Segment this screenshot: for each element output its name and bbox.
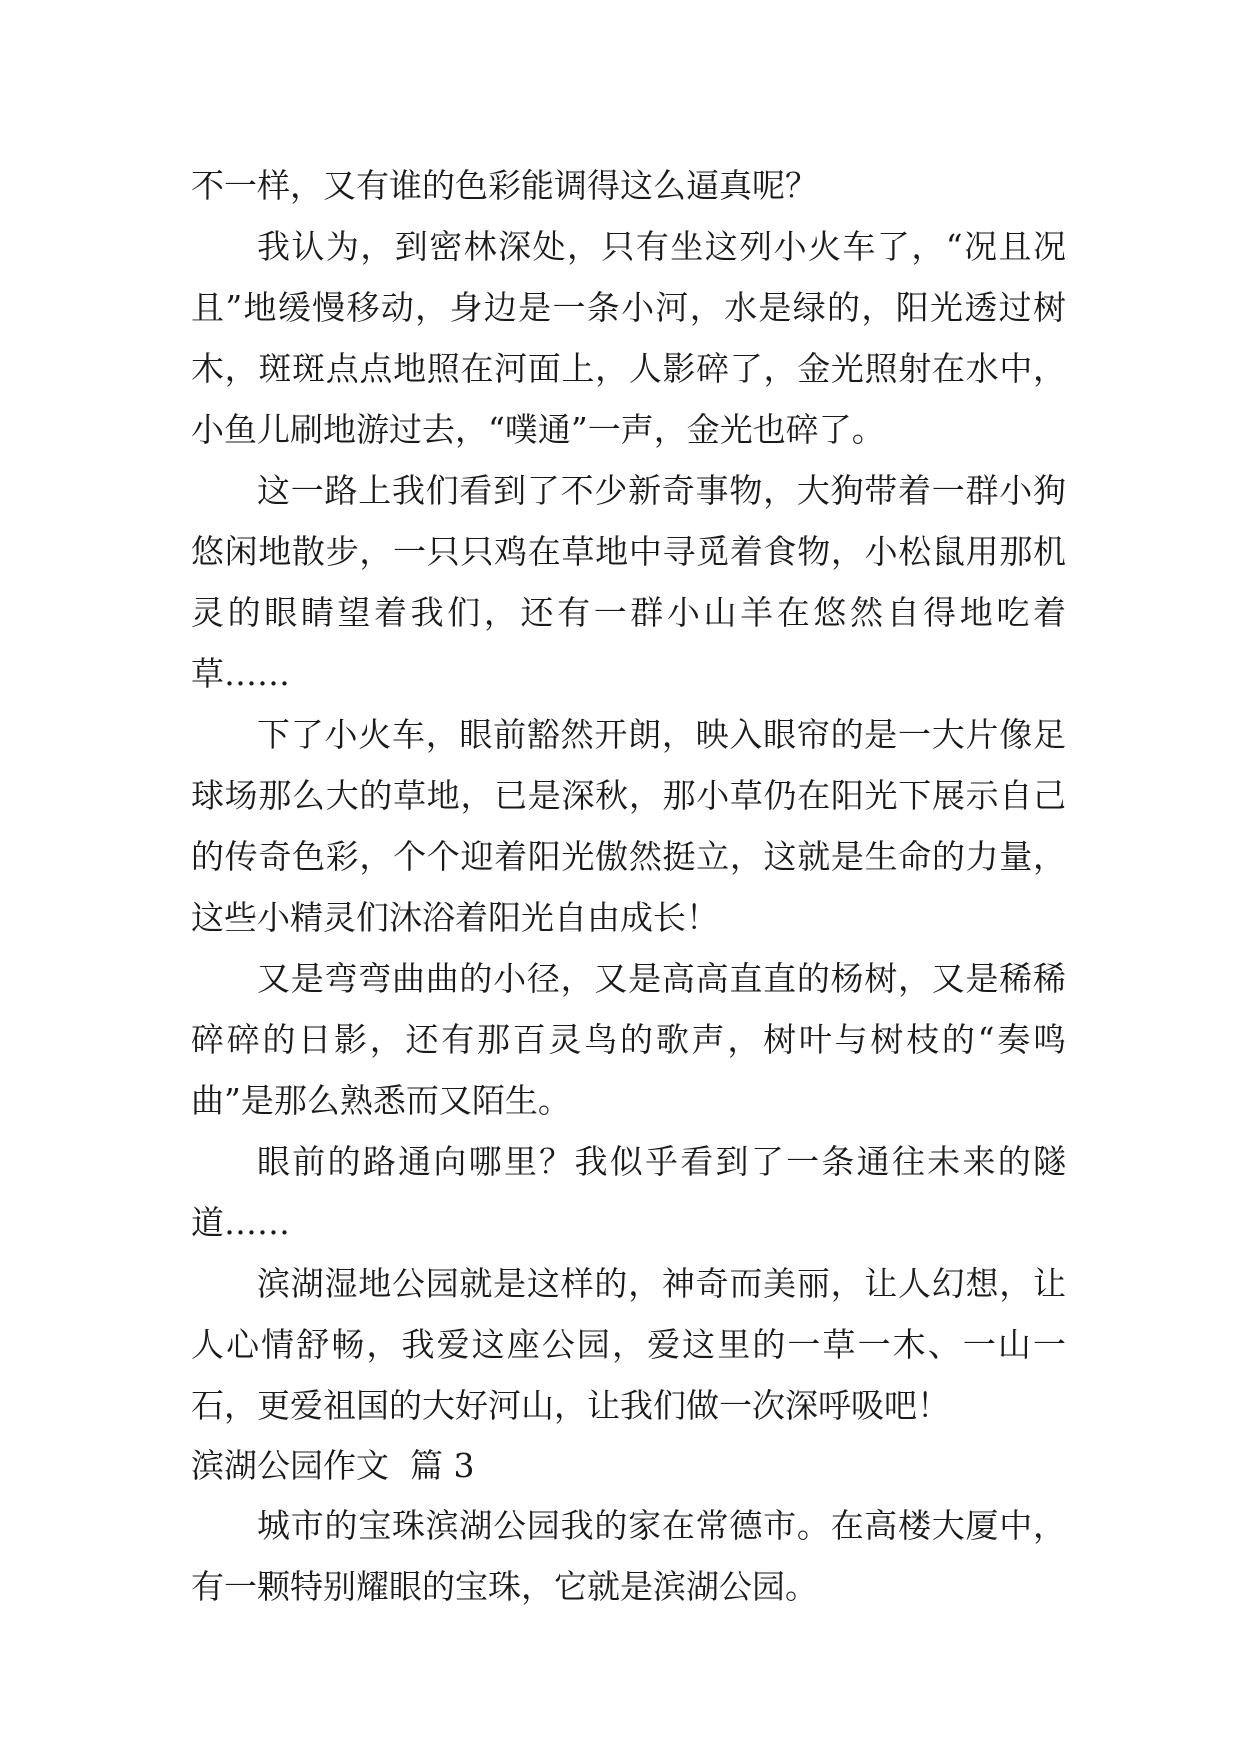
paragraph: 下了小火车，眼前豁然开朗，映入眼帘的是一大片像足球场那么大的草地，已是深秋，那小草仍在阳光下展示自己的传奇色彩，个个迎着阳光傲然挺立，这就是生命的力量，这些小精灵们沐浴着阳光自由成长！ <box>191 715 1066 937</box>
paragraph: 我认为，到密林深处，只有坐这列小火车了，“况且况且”地缓慢移动，身边是一条小河，水是绿的，阳光透过树木，斑斑点点地照在河面上，人影碎了，金光照射在水中，小鱼儿刷地游过去，“噗通”一声，金光也碎了。 <box>191 227 1066 449</box>
document-page <box>191 155 1066 1617</box>
paragraph: 城市的宝珠滨湖公园我的家在常德市。在高楼大厦中，有一颗特别耀眼的宝珠，它就是滨湖公园。 <box>191 1506 1066 1606</box>
paragraph: 滨湖湿地公园就是这样的，神奇而美丽，让人幻想，让人心情舒畅，我爱这座公园，爱这里的一草一木、一山一石，更爱祖国的大好河山，让我们做一次深呼吸吧！ <box>191 1264 1066 1425</box>
paragraph: 眼前的路通向哪里？我似乎看到了一条通往未来的隧道…… <box>191 1142 1066 1242</box>
section-heading: 滨湖公园作文 篇 3 <box>191 1446 475 1485</box>
paragraph-continuation: 不一样，又有谁的色彩能调得这么逼真呢？ <box>191 166 818 205</box>
paragraph: 这一路上我们看到了不少新奇事物，大狗带着一群小狗悠闲地散步，一只只鸡在草地中寻觅着食物，小松鼠用那机灵的眼睛望着我们，还有一群小山羊在悠然自得地吃着草…… <box>191 471 1066 693</box>
paragraph: 又是弯弯曲曲的小径，又是高高直直的杨树，又是稀稀碎碎的日影，还有那百灵鸟的歌声，树叶与树枝的“奏鸣曲”是那么熟悉而又陌生。 <box>191 959 1066 1120</box>
